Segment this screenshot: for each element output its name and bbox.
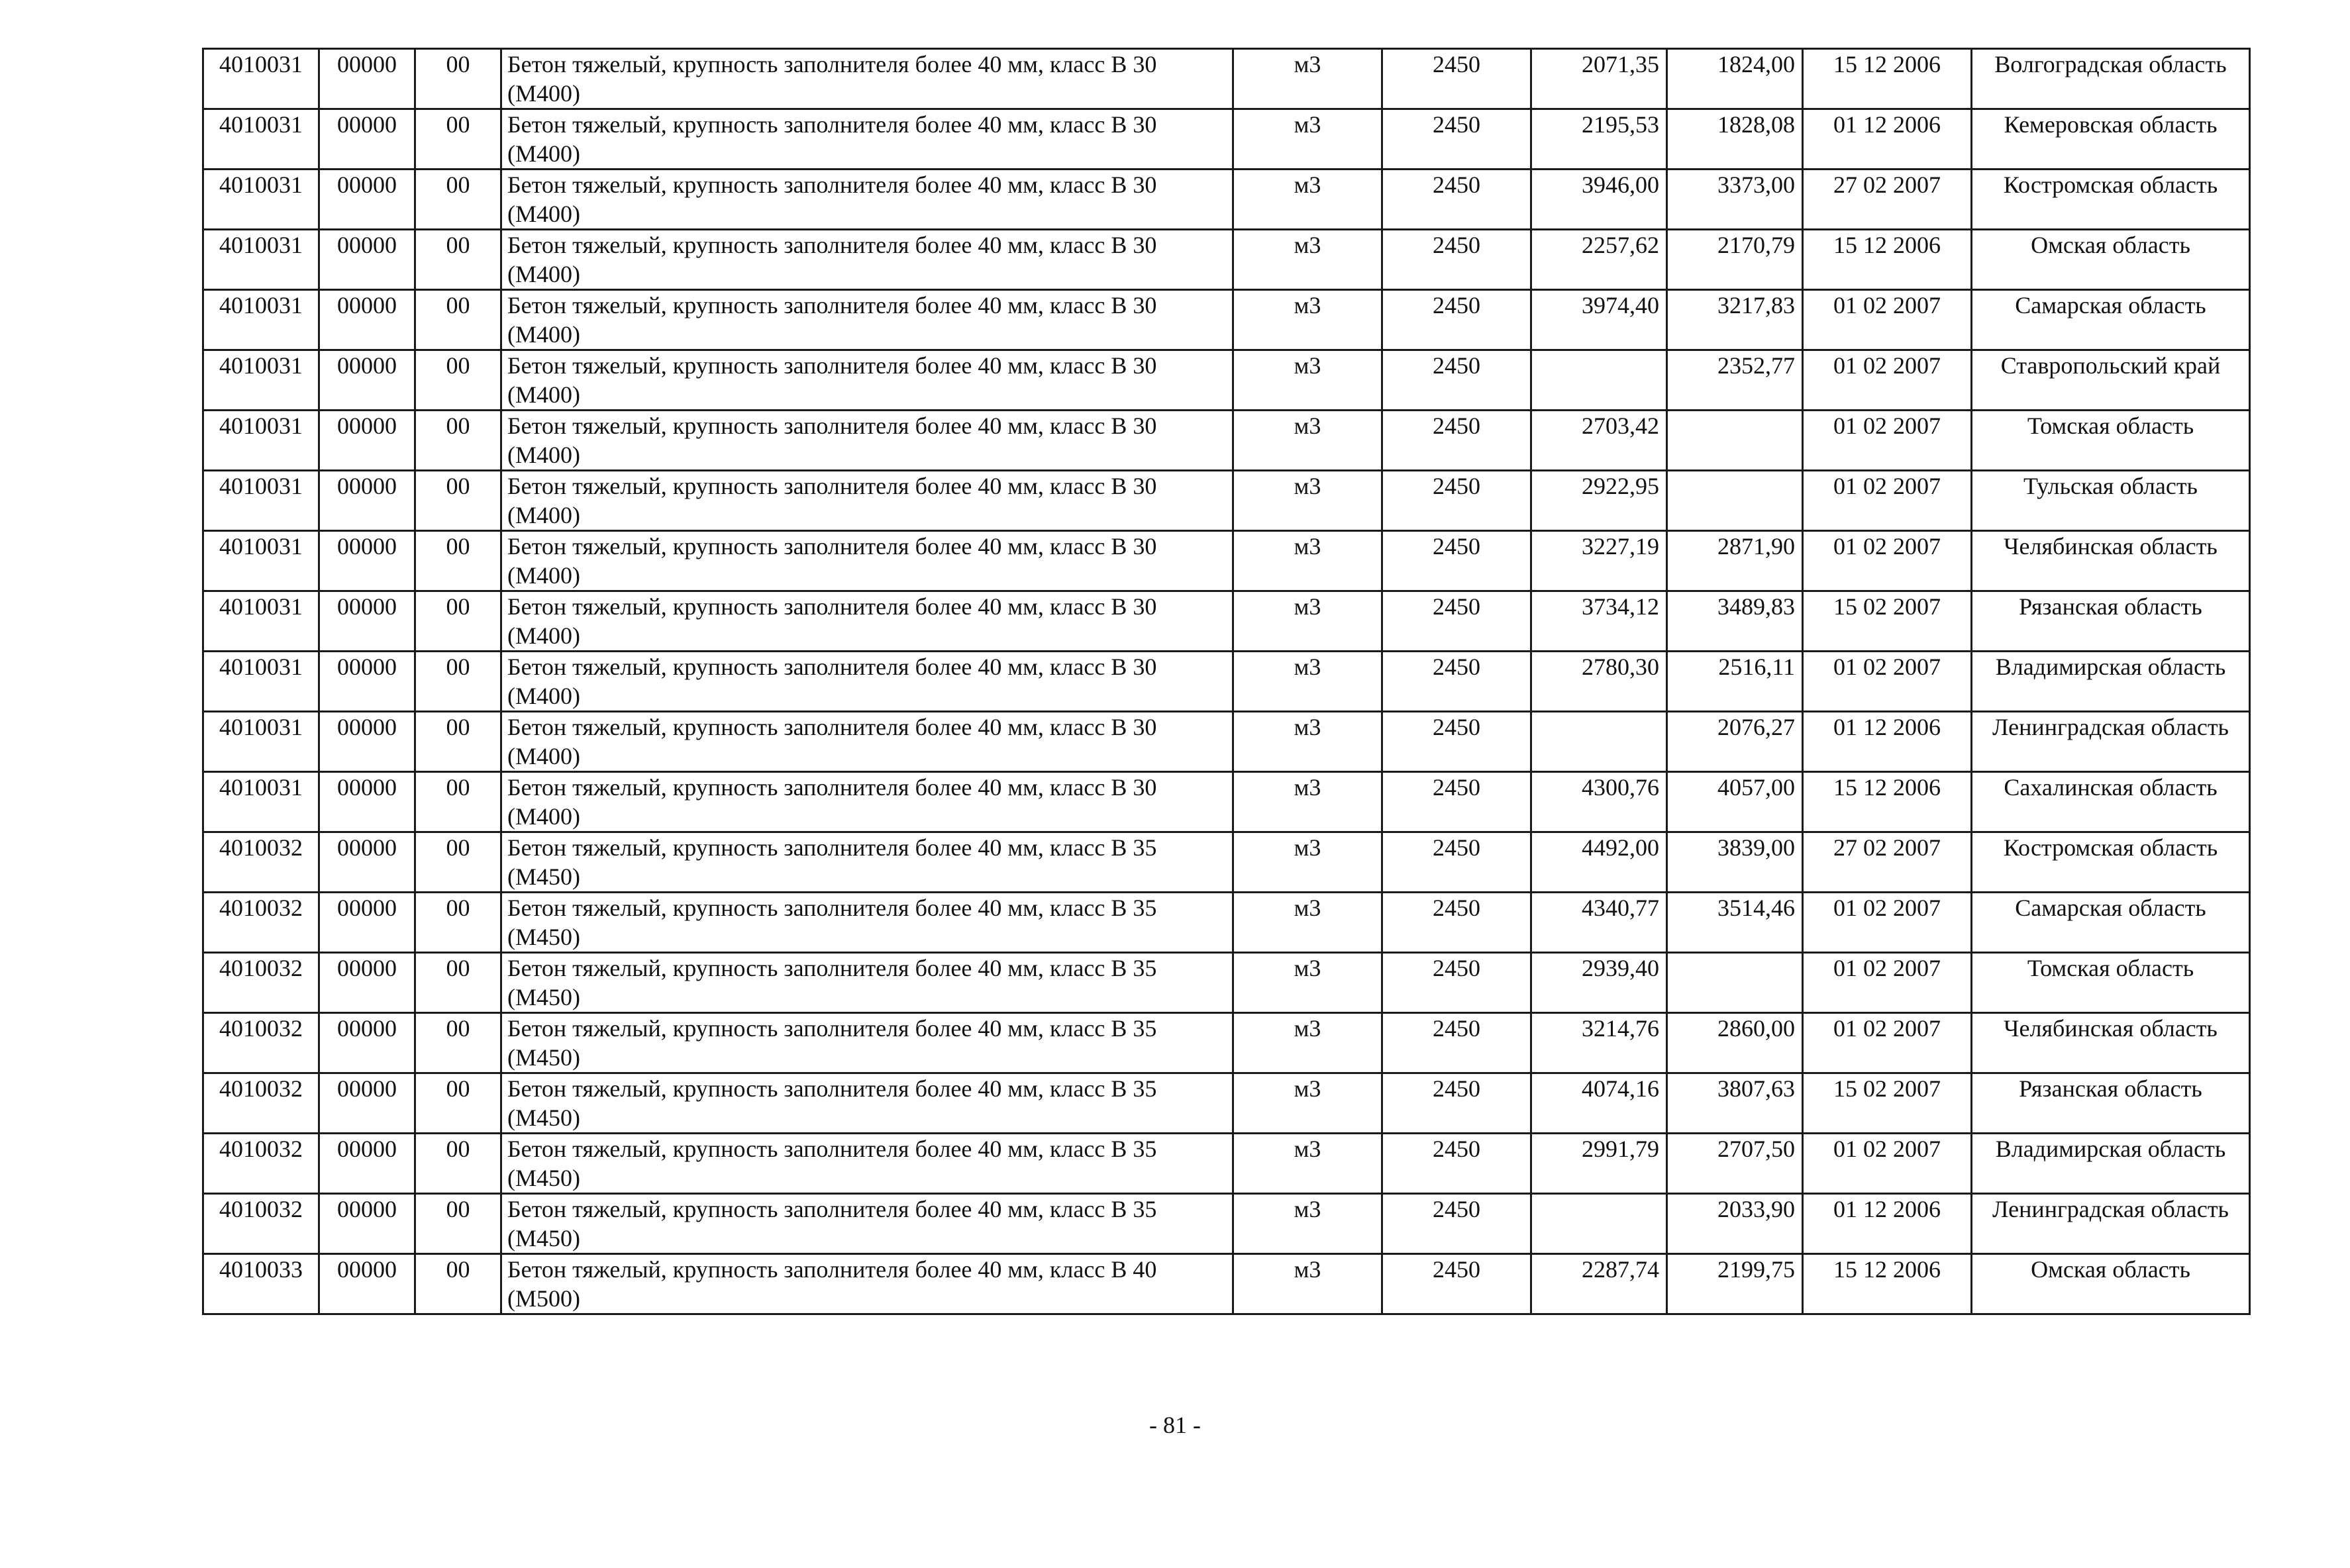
version-cell: 00: [415, 170, 501, 230]
table-row: [203, 652, 2250, 712]
resource-code-cell: 4010032: [203, 893, 319, 953]
date-cell: 01 02 2007: [1803, 350, 1972, 411]
unit-cell: м3: [1233, 170, 1382, 230]
table-row: [203, 712, 2250, 772]
price-without-vat-cell: 4057,00: [1667, 772, 1803, 832]
table-row: [203, 832, 2250, 893]
price-with-vat-cell: 4074,16: [1531, 1073, 1667, 1134]
price-with-vat-cell: 4340,77: [1531, 893, 1667, 953]
region-cell: Кемеровская область: [1972, 109, 2250, 170]
date-cell: 01 12 2006: [1803, 109, 1972, 170]
resource-code-cell: 4010033: [203, 1254, 319, 1314]
region-cell: Ленинградская область: [1972, 1194, 2250, 1254]
version-cell: 00: [415, 953, 501, 1013]
version-cell: 00: [415, 1013, 501, 1073]
weight-cell: 2450: [1382, 1134, 1531, 1194]
table-row: [203, 893, 2250, 953]
table-row: [203, 772, 2250, 832]
price-with-vat-cell: [1531, 1194, 1667, 1254]
date-cell: 27 02 2007: [1803, 170, 1972, 230]
price-without-vat-cell: 3807,63: [1667, 1073, 1803, 1134]
price-with-vat-cell: 3974,40: [1531, 290, 1667, 350]
weight-cell: 2450: [1382, 893, 1531, 953]
version-cell: 00: [415, 531, 501, 591]
description-cell: Бетон тяжелый, крупность заполнителя более 40 мм, класс В 40 (М500): [501, 1254, 1233, 1314]
price-with-vat-cell: 4300,76: [1531, 772, 1667, 832]
description-cell: Бетон тяжелый, крупность заполнителя более 40 мм, класс В 35 (М450): [501, 1134, 1233, 1194]
weight-cell: 2450: [1382, 1254, 1531, 1314]
price-with-vat-cell: 2939,40: [1531, 953, 1667, 1013]
price-with-vat-cell: 2922,95: [1531, 471, 1667, 531]
date-cell: 01 02 2007: [1803, 471, 1972, 531]
region-cell: Томская область: [1972, 953, 2250, 1013]
unit-cell: м3: [1233, 712, 1382, 772]
price-without-vat-cell: 3514,46: [1667, 893, 1803, 953]
price-without-vat-cell: 3489,83: [1667, 591, 1803, 652]
description-cell: Бетон тяжелый, крупность заполнителя более 40 мм, класс В 35 (М450): [501, 953, 1233, 1013]
date-cell: 01 02 2007: [1803, 1013, 1972, 1073]
resource-code-cell: 4010032: [203, 832, 319, 893]
date-cell: 01 12 2006: [1803, 1194, 1972, 1254]
resource-code-cell: 4010031: [203, 230, 319, 290]
region-cell: Томская область: [1972, 411, 2250, 471]
table-row: [203, 109, 2250, 170]
price-without-vat-cell: [1667, 953, 1803, 1013]
table-row: [203, 591, 2250, 652]
price-with-vat-cell: 2991,79: [1531, 1134, 1667, 1194]
unit-cell: м3: [1233, 290, 1382, 350]
price-with-vat-cell: [1531, 712, 1667, 772]
region-cell: Сахалинская область: [1972, 772, 2250, 832]
version-cell: 00: [415, 471, 501, 531]
unit-cell: м3: [1233, 953, 1382, 1013]
subcode-cell: 00000: [319, 1134, 415, 1194]
price-without-vat-cell: 2871,90: [1667, 531, 1803, 591]
subcode-cell: 00000: [319, 1013, 415, 1073]
description-cell: Бетон тяжелый, крупность заполнителя более 40 мм, класс В 30 (М400): [501, 471, 1233, 531]
subcode-cell: 00000: [319, 411, 415, 471]
weight-cell: 2450: [1382, 1073, 1531, 1134]
version-cell: 00: [415, 350, 501, 411]
weight-cell: 2450: [1382, 471, 1531, 531]
unit-cell: м3: [1233, 832, 1382, 893]
weight-cell: 2450: [1382, 953, 1531, 1013]
unit-cell: м3: [1233, 652, 1382, 712]
weight-cell: 2450: [1382, 772, 1531, 832]
subcode-cell: 00000: [319, 230, 415, 290]
price-with-vat-cell: 3227,19: [1531, 531, 1667, 591]
description-cell: Бетон тяжелый, крупность заполнителя более 40 мм, класс В 35 (М450): [501, 1194, 1233, 1254]
version-cell: 00: [415, 49, 501, 109]
version-cell: 00: [415, 1073, 501, 1134]
date-cell: 01 02 2007: [1803, 893, 1972, 953]
subcode-cell: 00000: [319, 109, 415, 170]
unit-cell: м3: [1233, 893, 1382, 953]
weight-cell: 2450: [1382, 1013, 1531, 1073]
version-cell: 00: [415, 712, 501, 772]
weight-cell: 2450: [1382, 109, 1531, 170]
version-cell: 00: [415, 893, 501, 953]
price-with-vat-cell: 4492,00: [1531, 832, 1667, 893]
subcode-cell: 00000: [319, 471, 415, 531]
unit-cell: м3: [1233, 109, 1382, 170]
date-cell: 01 02 2007: [1803, 531, 1972, 591]
resource-code-cell: 4010032: [203, 1013, 319, 1073]
subcode-cell: 00000: [319, 350, 415, 411]
version-cell: 00: [415, 772, 501, 832]
date-cell: 15 12 2006: [1803, 230, 1972, 290]
version-cell: 00: [415, 230, 501, 290]
region-cell: Ленинградская область: [1972, 712, 2250, 772]
price-without-vat-cell: 1824,00: [1667, 49, 1803, 109]
price-without-vat-cell: [1667, 411, 1803, 471]
resource-code-cell: 4010031: [203, 772, 319, 832]
weight-cell: 2450: [1382, 170, 1531, 230]
subcode-cell: 00000: [319, 1073, 415, 1134]
version-cell: 00: [415, 832, 501, 893]
table-row: [203, 350, 2250, 411]
table-row: [203, 290, 2250, 350]
price-without-vat-cell: 2860,00: [1667, 1013, 1803, 1073]
date-cell: 15 12 2006: [1803, 772, 1972, 832]
resource-code-cell: 4010031: [203, 109, 319, 170]
unit-cell: м3: [1233, 411, 1382, 471]
unit-cell: м3: [1233, 772, 1382, 832]
resource-code-cell: 4010032: [203, 1194, 319, 1254]
price-without-vat-cell: 1828,08: [1667, 109, 1803, 170]
subcode-cell: 00000: [319, 170, 415, 230]
resource-code-cell: 4010031: [203, 49, 319, 109]
resource-code-cell: 4010032: [203, 953, 319, 1013]
description-cell: Бетон тяжелый, крупность заполнителя более 40 мм, класс В 30 (М400): [501, 411, 1233, 471]
subcode-cell: 00000: [319, 832, 415, 893]
price-without-vat-cell: 3373,00: [1667, 170, 1803, 230]
description-cell: Бетон тяжелый, крупность заполнителя более 40 мм, класс В 30 (М400): [501, 591, 1233, 652]
resource-code-cell: 4010031: [203, 350, 319, 411]
region-cell: Челябинская область: [1972, 1013, 2250, 1073]
date-cell: 27 02 2007: [1803, 832, 1972, 893]
unit-cell: м3: [1233, 591, 1382, 652]
region-cell: Челябинская область: [1972, 531, 2250, 591]
price-without-vat-cell: 2707,50: [1667, 1134, 1803, 1194]
region-cell: Самарская область: [1972, 893, 2250, 953]
region-cell: Самарская область: [1972, 290, 2250, 350]
description-cell: Бетон тяжелый, крупность заполнителя более 40 мм, класс В 30 (М400): [501, 290, 1233, 350]
date-cell: 15 02 2007: [1803, 1073, 1972, 1134]
date-cell: 01 02 2007: [1803, 411, 1972, 471]
price-table: [202, 48, 2251, 1315]
price-without-vat-cell: 2033,90: [1667, 1194, 1803, 1254]
version-cell: 00: [415, 1194, 501, 1254]
price-without-vat-cell: [1667, 471, 1803, 531]
subcode-cell: 00000: [319, 712, 415, 772]
weight-cell: 2450: [1382, 652, 1531, 712]
unit-cell: м3: [1233, 49, 1382, 109]
price-without-vat-cell: 3839,00: [1667, 832, 1803, 893]
date-cell: 15 02 2007: [1803, 591, 1972, 652]
subcode-cell: 00000: [319, 953, 415, 1013]
price-with-vat-cell: 2195,53: [1531, 109, 1667, 170]
table-row: [203, 411, 2250, 471]
resource-code-cell: 4010031: [203, 471, 319, 531]
description-cell: Бетон тяжелый, крупность заполнителя более 40 мм, класс В 30 (М400): [501, 531, 1233, 591]
table-row: [203, 230, 2250, 290]
date-cell: 01 02 2007: [1803, 652, 1972, 712]
description-cell: Бетон тяжелый, крупность заполнителя более 40 мм, класс В 35 (М450): [501, 832, 1233, 893]
region-cell: Ставропольский край: [1972, 350, 2250, 411]
region-cell: Костромская область: [1972, 170, 2250, 230]
table-row: [203, 1254, 2250, 1314]
price-without-vat-cell: 2170,79: [1667, 230, 1803, 290]
price-with-vat-cell: [1531, 350, 1667, 411]
region-cell: Владимирская область: [1972, 652, 2250, 712]
resource-code-cell: 4010031: [203, 411, 319, 471]
region-cell: Рязанская область: [1972, 591, 2250, 652]
table-row: [203, 953, 2250, 1013]
price-without-vat-cell: 2352,77: [1667, 350, 1803, 411]
weight-cell: 2450: [1382, 1194, 1531, 1254]
table-row: [203, 1134, 2250, 1194]
date-cell: 01 12 2006: [1803, 712, 1972, 772]
region-cell: Тульская область: [1972, 471, 2250, 531]
description-cell: Бетон тяжелый, крупность заполнителя более 40 мм, класс В 30 (М400): [501, 772, 1233, 832]
unit-cell: м3: [1233, 1073, 1382, 1134]
price-with-vat-cell: 3214,76: [1531, 1013, 1667, 1073]
price-with-vat-cell: 2287,74: [1531, 1254, 1667, 1314]
weight-cell: 2450: [1382, 350, 1531, 411]
region-cell: Волгоградская область: [1972, 49, 2250, 109]
resource-code-cell: 4010031: [203, 652, 319, 712]
subcode-cell: 00000: [319, 772, 415, 832]
subcode-cell: 00000: [319, 652, 415, 712]
resource-code-cell: 4010031: [203, 170, 319, 230]
price-without-vat-cell: 2076,27: [1667, 712, 1803, 772]
description-cell: Бетон тяжелый, крупность заполнителя более 40 мм, класс В 30 (М400): [501, 652, 1233, 712]
subcode-cell: 00000: [319, 893, 415, 953]
version-cell: 00: [415, 652, 501, 712]
resource-code-cell: 4010031: [203, 591, 319, 652]
price-with-vat-cell: 2780,30: [1531, 652, 1667, 712]
description-cell: Бетон тяжелый, крупность заполнителя более 40 мм, класс В 30 (М400): [501, 170, 1233, 230]
resource-code-cell: 4010032: [203, 1073, 319, 1134]
table-row: [203, 1194, 2250, 1254]
unit-cell: м3: [1233, 531, 1382, 591]
description-cell: Бетон тяжелый, крупность заполнителя более 40 мм, класс В 35 (М450): [501, 893, 1233, 953]
description-cell: Бетон тяжелый, крупность заполнителя более 40 мм, класс В 35 (М450): [501, 1013, 1233, 1073]
version-cell: 00: [415, 290, 501, 350]
date-cell: 15 12 2006: [1803, 49, 1972, 109]
price-without-vat-cell: 3217,83: [1667, 290, 1803, 350]
description-cell: Бетон тяжелый, крупность заполнителя более 40 мм, класс В 30 (М400): [501, 350, 1233, 411]
page-number: - 81 -: [1149, 1412, 1201, 1438]
version-cell: 00: [415, 1254, 501, 1314]
weight-cell: 2450: [1382, 591, 1531, 652]
unit-cell: м3: [1233, 1013, 1382, 1073]
table-row: [203, 170, 2250, 230]
resource-code-cell: 4010031: [203, 712, 319, 772]
region-cell: Рязанская область: [1972, 1073, 2250, 1134]
subcode-cell: 00000: [319, 1194, 415, 1254]
description-cell: Бетон тяжелый, крупность заполнителя более 40 мм, класс В 30 (М400): [501, 109, 1233, 170]
subcode-cell: 00000: [319, 1254, 415, 1314]
unit-cell: м3: [1233, 1194, 1382, 1254]
price-with-vat-cell: 2257,62: [1531, 230, 1667, 290]
price-with-vat-cell: 3946,00: [1531, 170, 1667, 230]
subcode-cell: 00000: [319, 531, 415, 591]
table-row: [203, 471, 2250, 531]
price-with-vat-cell: 2703,42: [1531, 411, 1667, 471]
table-row: [203, 1073, 2250, 1134]
version-cell: 00: [415, 411, 501, 471]
region-cell: Омская область: [1972, 1254, 2250, 1314]
description-cell: Бетон тяжелый, крупность заполнителя более 40 мм, класс В 30 (М400): [501, 230, 1233, 290]
unit-cell: м3: [1233, 1254, 1382, 1314]
weight-cell: 2450: [1382, 832, 1531, 893]
weight-cell: 2450: [1382, 230, 1531, 290]
subcode-cell: 00000: [319, 290, 415, 350]
description-cell: Бетон тяжелый, крупность заполнителя более 40 мм, класс В 30 (М400): [501, 712, 1233, 772]
price-without-vat-cell: 2516,11: [1667, 652, 1803, 712]
table-row: [203, 531, 2250, 591]
table-row: [203, 49, 2250, 109]
unit-cell: м3: [1233, 471, 1382, 531]
date-cell: 01 02 2007: [1803, 1134, 1972, 1194]
region-cell: Владимирская область: [1972, 1134, 2250, 1194]
table-row: [203, 1013, 2250, 1073]
unit-cell: м3: [1233, 230, 1382, 290]
weight-cell: 2450: [1382, 531, 1531, 591]
description-cell: Бетон тяжелый, крупность заполнителя более 40 мм, класс В 35 (М450): [501, 1073, 1233, 1134]
version-cell: 00: [415, 109, 501, 170]
resource-code-cell: 4010031: [203, 531, 319, 591]
resource-code-cell: 4010031: [203, 290, 319, 350]
description-cell: Бетон тяжелый, крупность заполнителя более 40 мм, класс В 30 (М400): [501, 49, 1233, 109]
price-with-vat-cell: 2071,35: [1531, 49, 1667, 109]
price-with-vat-cell: 3734,12: [1531, 591, 1667, 652]
weight-cell: 2450: [1382, 290, 1531, 350]
weight-cell: 2450: [1382, 49, 1531, 109]
unit-cell: м3: [1233, 350, 1382, 411]
version-cell: 00: [415, 591, 501, 652]
date-cell: 01 02 2007: [1803, 953, 1972, 1013]
region-cell: Омская область: [1972, 230, 2250, 290]
region-cell: Костромская область: [1972, 832, 2250, 893]
subcode-cell: 00000: [319, 49, 415, 109]
weight-cell: 2450: [1382, 712, 1531, 772]
date-cell: 15 12 2006: [1803, 1254, 1972, 1314]
subcode-cell: 00000: [319, 591, 415, 652]
price-without-vat-cell: 2199,75: [1667, 1254, 1803, 1314]
unit-cell: м3: [1233, 1134, 1382, 1194]
resource-code-cell: 4010032: [203, 1134, 319, 1194]
date-cell: 01 02 2007: [1803, 290, 1972, 350]
weight-cell: 2450: [1382, 411, 1531, 471]
version-cell: 00: [415, 1134, 501, 1194]
